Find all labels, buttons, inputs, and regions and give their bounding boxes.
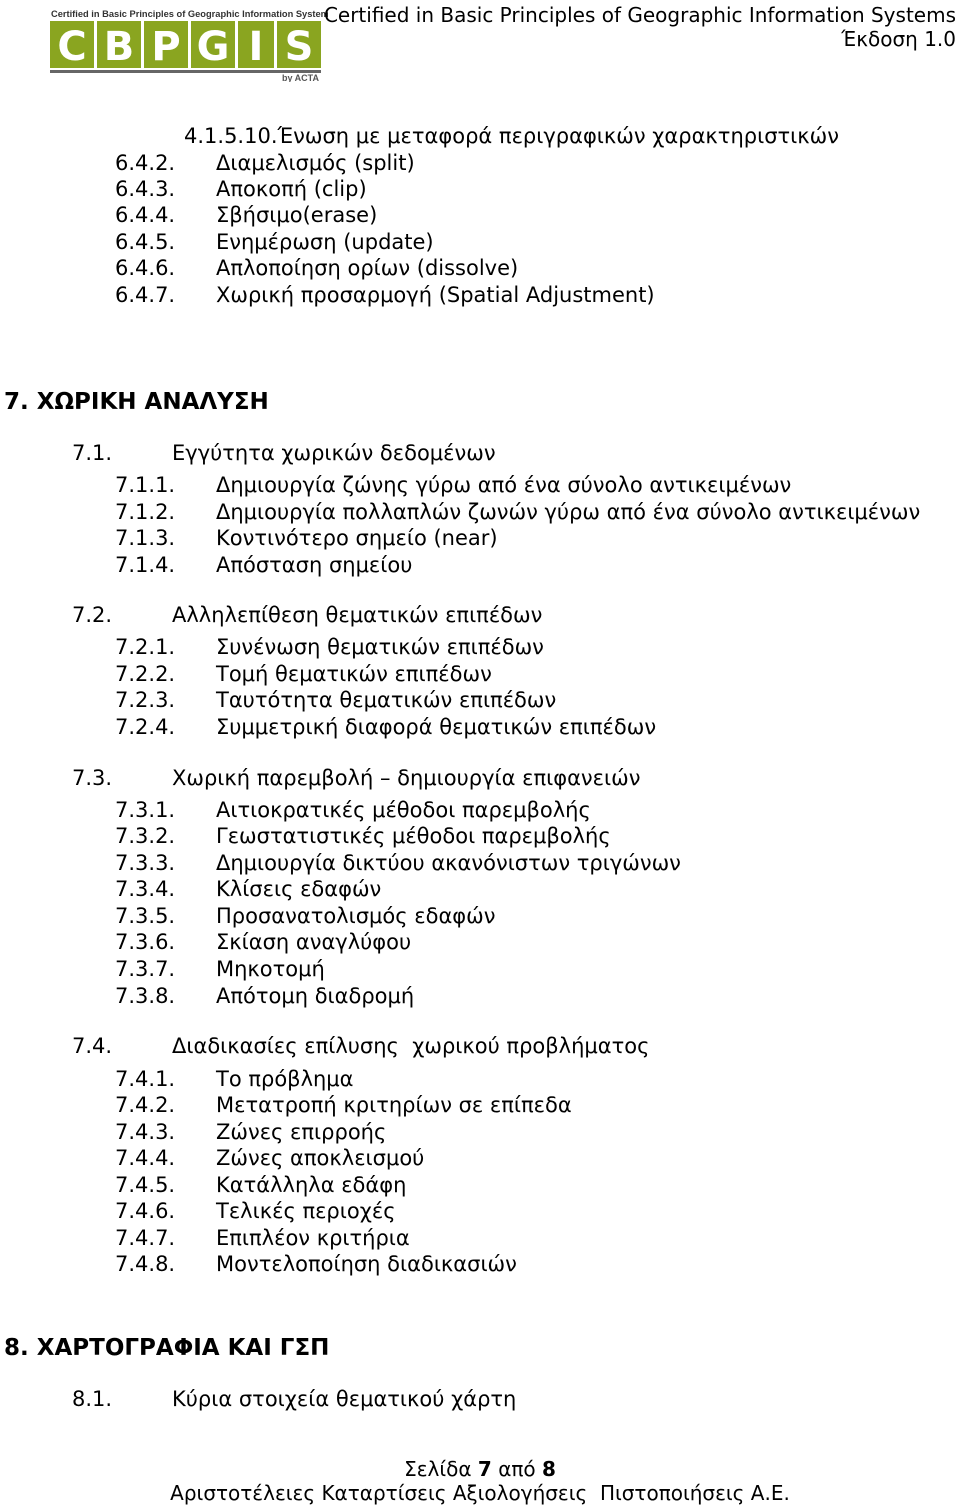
toc-number: 7.4.3. (115, 1120, 176, 1144)
toc-number: 6.4.3. (115, 177, 176, 201)
toc-number: 7.4.1. (115, 1067, 176, 1091)
logo-letter-i: I (248, 24, 264, 70)
toc-text: Κλίσεις εδαφών (216, 877, 382, 901)
toc-number: 7.1.2. (115, 500, 176, 524)
toc-number: 7.1.1. (115, 473, 176, 497)
toc-text: Ζώνες επιρροής (216, 1120, 387, 1144)
toc-number: 7.3.5. (115, 904, 176, 928)
toc-number: 6.4.6. (115, 256, 176, 280)
toc-text: Διαδικασίες επίλυσης χωρικού προβλήματος (172, 1034, 650, 1058)
toc-text: Ταυτότητα θεματικών επιπέδων (216, 688, 557, 712)
toc-number: 7.2.2. (115, 662, 176, 686)
header-edition: Έκδοση 1.0 (841, 27, 956, 51)
toc-text: Χωρική προσαρμογή (Spatial Adjustment) (216, 283, 655, 307)
toc-text: Χωρική παρεμβολή – δημιουργία επιφανειών (172, 766, 641, 790)
page-current: 7 (477, 1457, 492, 1481)
toc-number: 6.4.5. (115, 230, 176, 254)
toc-text: Προσανατολισμός εδαφών (216, 904, 496, 928)
toc-number: 7.2. (72, 603, 113, 627)
toc-text: Συμμετρική διαφορά θεματικών επιπέδων (216, 715, 657, 739)
toc-number: 4.1.5.10. (184, 124, 278, 148)
toc-number: 7.4.5. (115, 1173, 176, 1197)
toc-text: Δημιουργία δικτύου ακανόνιστων τριγώνων (216, 851, 681, 875)
toc-number: 7.1. (72, 441, 113, 465)
toc-text: Απότομη διαδρομή (216, 984, 415, 1008)
toc-number: 7.4.8. (115, 1252, 176, 1276)
logo-letter-p: P (151, 24, 181, 70)
toc-number: 6.4.2. (115, 151, 176, 175)
toc-text: Τομή θεματικών επιπέδων (216, 662, 492, 686)
logo-letter-c: C (57, 24, 87, 70)
toc-text: Το πρόβλημα (216, 1067, 354, 1091)
toc-item-4-1-5-10[interactable] (184, 123, 839, 149)
logo-tagline: Certified in Basic Principles of Geographic Information Systems (51, 9, 328, 19)
toc-text: Διαμελισμός (split) (216, 151, 415, 175)
toc-text: Μοντελοποίηση διαδικασιών (216, 1252, 517, 1276)
page-label: Σελίδα (404, 1457, 472, 1481)
toc-text: Εγγύτητα χωρικών δεδομένων (172, 441, 496, 465)
toc-number: 8.1. (72, 1387, 113, 1411)
toc-text: Μηκοτομή (216, 957, 325, 981)
logo-by-acta: by ACTA (282, 73, 319, 82)
toc-text: Απλοποίηση ορίων (dissolve) (216, 256, 519, 280)
toc-text: Τελικές περιοχές (216, 1199, 396, 1223)
toc-text: Αποκοπή (clip) (216, 177, 367, 201)
toc-number: 7.4.2. (115, 1093, 176, 1117)
toc-number: 7.3. (72, 766, 113, 790)
chapter-7-heading[interactable]: 7. ΧΩΡΙΚΗ ΑΝΑΛΥΣΗ (4, 389, 269, 415)
logo-letter-g: G (196, 24, 230, 70)
toc-number: 7.3.1. (115, 798, 176, 822)
toc-number: 7.4.6. (115, 1199, 176, 1223)
toc-number: 7.4. (72, 1034, 113, 1058)
toc-text: Ενημέρωση (update) (216, 230, 434, 254)
header-title: Certified in Basic Principles of Geographic Information Systems (323, 3, 956, 27)
toc-text: Κύρια στοιχεία θεματικού χάρτη (172, 1387, 517, 1411)
toc-text: Σβήσιμο(erase) (216, 203, 378, 227)
toc-text: Σκίαση αναγλύφου (216, 930, 412, 954)
toc-number: 7.1.4. (115, 553, 176, 577)
toc-number: 7.3.4. (115, 877, 176, 901)
toc-number: 7.3.6. (115, 930, 176, 954)
toc-number: 7.3.2. (115, 824, 176, 848)
toc-number: 7.4.7. (115, 1226, 176, 1250)
toc-text: Απόσταση σημείου (216, 553, 413, 577)
toc-number: 7.4.4. (115, 1146, 176, 1170)
toc-text: Αλληλεπίθεση θεματικών επιπέδων (172, 603, 543, 627)
toc-text: Αιτιοκρατικές μέθοδοι παρεμβολής (216, 798, 591, 822)
toc-text: Συνένωση θεματικών επιπέδων (216, 635, 544, 659)
toc-number: 6.4.4. (115, 203, 176, 227)
toc-text: Γεωστατιστικές μέθοδοι παρεμβολής (216, 824, 611, 848)
toc-number: 7.3.3. (115, 851, 176, 875)
page-number (0, 1457, 960, 1481)
toc-number: 7.1.3. (115, 526, 176, 550)
toc-text: Δημιουργία πολλαπλών ζωνών γύρω από ένα σύνολο αντικειμένων (216, 500, 921, 524)
toc-number: 7.2.4. (115, 715, 176, 739)
logo-letter-s: S (284, 24, 314, 70)
toc-number: 7.2.1. (115, 635, 176, 659)
toc-text: Κοντινότερο σημείο (near) (216, 526, 498, 550)
toc-text: Δημιουργία ζώνης γύρω από ένα σύνολο αντικειμένων (216, 473, 792, 497)
toc-text: Επιπλέον κριτήρια (216, 1226, 410, 1250)
toc-number: 7.3.8. (115, 984, 176, 1008)
toc-number: 7.3.7. (115, 957, 176, 981)
page-of-label: από (498, 1457, 536, 1481)
toc-number: 7.2.3. (115, 688, 176, 712)
logo-letter-b: B (103, 24, 135, 70)
toc-text: Μετατροπή κριτηρίων σε επίπεδα (216, 1093, 572, 1117)
toc-text: Ζώνες αποκλεισμού (216, 1146, 425, 1170)
chapter-8-heading[interactable]: 8. ΧΑΡΤΟΓΡΑΦΙΑ ΚΑΙ ΓΣΠ (4, 1335, 330, 1361)
toc-text: Ένωση με μεταφορά περιγραφικών χαρακτηριστικών (277, 124, 839, 148)
toc-text: Κατάλληλα εδάφη (216, 1173, 407, 1197)
footer-company: Αριστοτέλειες Καταρτίσεις Αξιολογήσεις Πιστοποιήσεις Α.Ε. (170, 1481, 790, 1505)
toc-number: 6.4.7. (115, 283, 176, 307)
page-total: 8 (542, 1457, 556, 1481)
